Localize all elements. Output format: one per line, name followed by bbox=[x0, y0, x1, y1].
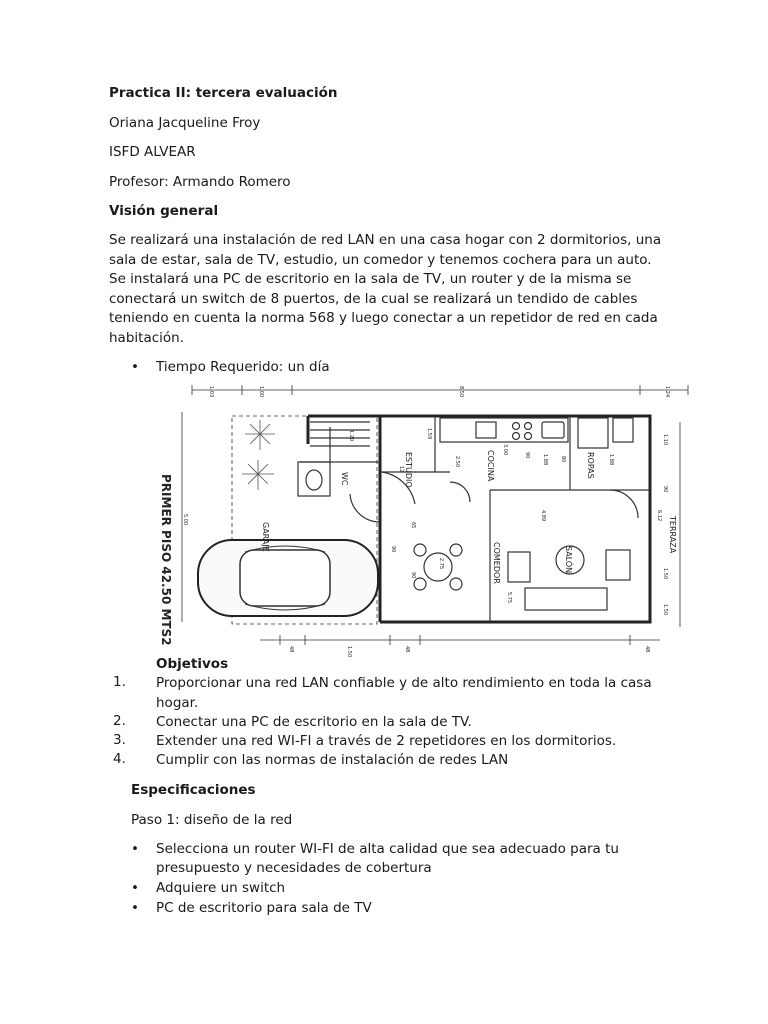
interior-dim: 2.50 bbox=[454, 456, 460, 468]
bullet-icon: • bbox=[131, 880, 139, 896]
teacher-name: Profesor: Armando Romero bbox=[109, 174, 291, 190]
room-label-wc: WC bbox=[340, 472, 349, 486]
interior-dim: 12 bbox=[398, 466, 404, 473]
bullet-icon: • bbox=[131, 900, 139, 916]
room-label-dining: COMEDOR bbox=[492, 542, 501, 584]
overview-line: teniendo en cuenta la norma 568 y luego conectar a un repetidor de red en cada bbox=[109, 310, 658, 326]
objectives-heading: Objetivos bbox=[156, 656, 229, 672]
specs-heading: Especificaciones bbox=[131, 782, 256, 798]
top-dim: 8.50 bbox=[458, 386, 464, 398]
right-dim: 90 bbox=[662, 486, 668, 493]
objective-item: Proporcionar una red LAN confiable y de alto rendimiento en toda la casa bbox=[156, 675, 652, 691]
interior-dim: 65 bbox=[410, 522, 416, 529]
bottom-dim: 48 bbox=[288, 646, 294, 653]
room-label-kitchen: COCINA bbox=[486, 450, 495, 482]
room-label-study: ESTUDIO bbox=[404, 452, 413, 488]
top-dim: 1.00 bbox=[258, 386, 264, 398]
top-dim: 1.03 bbox=[208, 386, 214, 398]
interior-dim: 5.75 bbox=[506, 592, 512, 604]
room-label-terrace: TERRAZA bbox=[668, 516, 677, 554]
room-label-living: SALÓN bbox=[564, 546, 573, 574]
overview-paragraph bbox=[109, 231, 669, 348]
overview-line: sala de estar, sala de TV, estudio, un comedor y tenemos cochera para un auto. bbox=[109, 251, 652, 268]
interior-dim: 3.00 bbox=[502, 444, 508, 456]
interior-dim: 1.59 bbox=[426, 428, 432, 440]
room-label-garage: GARAJE bbox=[261, 522, 270, 552]
interior-dim: 1.88 bbox=[608, 454, 614, 466]
spec-item: Selecciona un router WI-FI de alta calidad que sea adecuado para tu bbox=[156, 841, 619, 857]
document-title: Practica II: tercera evaluación bbox=[109, 85, 338, 101]
objective-item-continued: hogar. bbox=[156, 695, 199, 711]
left-dim: 5.00 bbox=[182, 514, 188, 526]
objective-item: Extender una red WI-FI a través de 2 repetidores en los dormitorios. bbox=[156, 733, 617, 749]
room-label-clothes: ROPAS bbox=[586, 452, 595, 479]
interior-dim: 4.89 bbox=[540, 510, 546, 522]
right-dim: 1.50 bbox=[662, 568, 668, 580]
list-number: 2. bbox=[113, 713, 126, 729]
car-icon bbox=[198, 540, 378, 616]
interior-dim: 1.88 bbox=[542, 454, 548, 466]
time-required: Tiempo Requerido: un día bbox=[156, 359, 330, 375]
floor-label: PRIMER PISO 42.50 MTS2 bbox=[159, 474, 173, 646]
interior-dim: 2.75 bbox=[438, 558, 444, 570]
bottom-dim: 48 bbox=[404, 646, 410, 653]
author-name: Oriana Jacqueline Froy bbox=[109, 115, 261, 131]
overview-heading: Visión general bbox=[109, 203, 219, 219]
interior-dim: 90 bbox=[390, 546, 396, 553]
bottom-dim: 48 bbox=[644, 646, 650, 653]
objective-item: Conectar una PC de escritorio en la sala de TV. bbox=[156, 714, 472, 730]
institution-name: ISFD ALVEAR bbox=[109, 144, 196, 160]
floor-plan-drawing bbox=[159, 382, 700, 658]
list-number: 3. bbox=[113, 732, 126, 748]
overview-line: habitación. bbox=[109, 329, 184, 346]
interior-dim: 90 bbox=[524, 452, 530, 459]
spec-item-continued: presupuesto y necesidades de cobertura bbox=[156, 860, 432, 876]
right-dim: 6.12 bbox=[656, 510, 662, 522]
objective-item: Cumplir con las normas de instalación de redes LAN bbox=[156, 752, 509, 768]
spec-item: PC de escritorio para sala de TV bbox=[156, 900, 372, 916]
interior-dim: 1.20 bbox=[348, 430, 354, 442]
overview-line: Se realizará una instalación de red LAN en una casa hogar con 2 dormitorios, una bbox=[109, 232, 662, 248]
overview-line: conectará un switch de 8 puertos, de la cual se realizará un tendido de cables bbox=[109, 290, 638, 307]
spec-item: Adquiere un switch bbox=[156, 880, 286, 896]
interior-dim: 80 bbox=[560, 456, 566, 463]
bullet-icon: • bbox=[131, 359, 139, 375]
bullet-icon: • bbox=[131, 841, 139, 857]
right-dim: 1.50 bbox=[662, 604, 668, 616]
right-dim: 1.10 bbox=[662, 434, 668, 446]
overview-line: Se instalará una PC de escritorio en la sala de TV, un router y de la misma se bbox=[109, 271, 632, 287]
list-number: 4. bbox=[113, 751, 126, 767]
interior-dim: 90 bbox=[410, 572, 416, 579]
top-dim: 1.24 bbox=[664, 386, 670, 398]
list-number: 1. bbox=[113, 674, 126, 690]
step-1-title: Paso 1: diseño de la red bbox=[131, 812, 293, 828]
bottom-dim: 1.50 bbox=[346, 646, 352, 658]
